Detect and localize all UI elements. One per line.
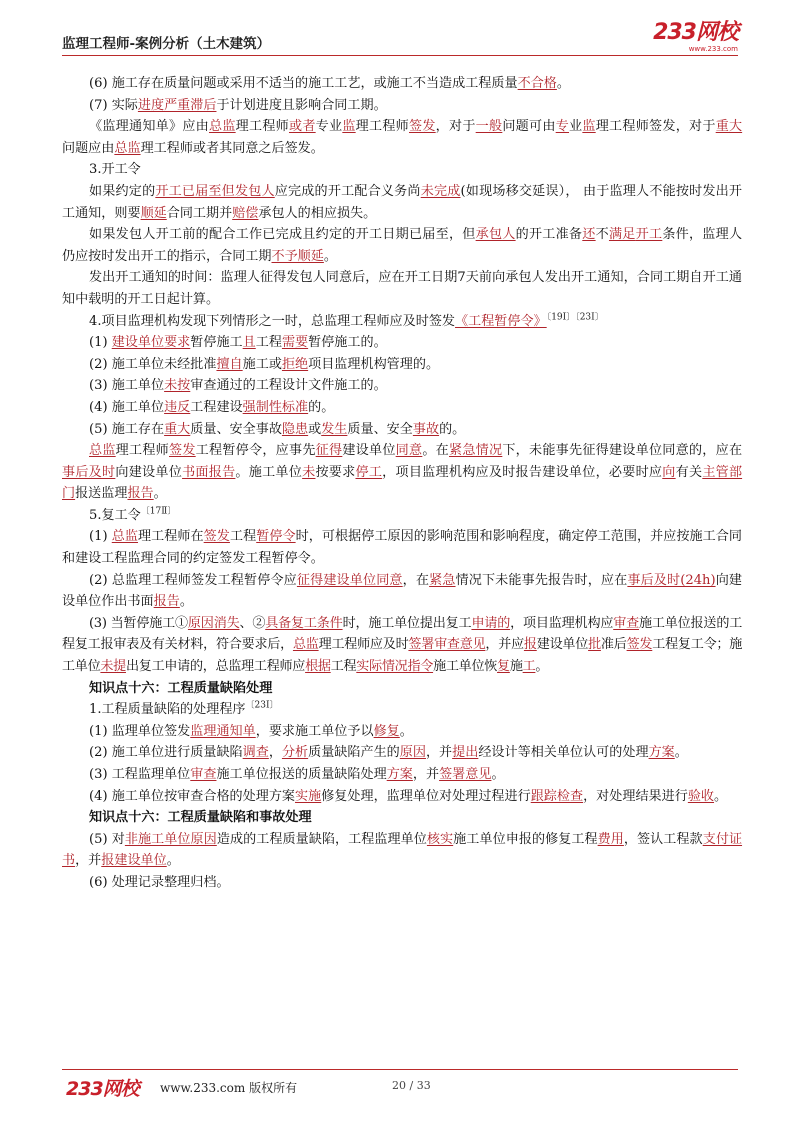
keyword-highlight: 事后及时(24h)	[627, 572, 716, 588]
text-segment: 时，可根据停工原因的影响范围和影响程度，确定停工范围，并应按施工合同和建设工程监理合同的约定签发工程暂停令。	[62, 529, 743, 567]
keyword-highlight: 或者	[288, 119, 316, 135]
text-segment: 工程暂停令，应事先	[195, 443, 316, 459]
keyword-highlight: 费用	[597, 831, 624, 847]
keyword-highlight: 需要	[281, 335, 309, 351]
list-item	[62, 526, 742, 569]
text-segment: 工程复工令；施工单位	[62, 637, 743, 675]
list-item	[62, 570, 742, 613]
text-segment: 如果约定的	[89, 183, 156, 199]
text-segment: 工程	[255, 335, 282, 351]
text-segment: 按要求	[315, 464, 356, 480]
text-segment: (6) 施工存在质量问题或采用不适当的施工工艺，或施工不当造成工程质量	[89, 76, 518, 91]
keyword-highlight: 专	[555, 119, 570, 135]
text-segment: 质量缺陷产生的	[308, 745, 400, 761]
header-title: 监理工程师-案例分析（土木建筑）	[62, 36, 271, 52]
text-segment: 理工程师或者其同意之后签发。	[140, 140, 324, 156]
keyword-highlight: 方案	[648, 745, 675, 761]
text-segment: 报送监理	[75, 486, 128, 502]
keyword-highlight: 原因消失	[187, 615, 240, 631]
keyword-highlight: 顺延	[140, 205, 167, 221]
page-header	[62, 22, 738, 52]
text-segment: ，项目监理机构应	[510, 615, 614, 631]
text-segment: ，	[268, 745, 282, 761]
keyword-highlight: 重大	[164, 421, 191, 437]
text-segment: 施工单位报送的工程复工报审表及有关材料，符合要求后，	[62, 615, 742, 653]
keyword-highlight: 同意	[395, 443, 423, 459]
text-segment: (5) 对	[89, 831, 125, 847]
text-segment: 条件，监理人仍应按时发出开工的指示，合同工期	[62, 227, 743, 264]
text-segment: 工程	[229, 529, 257, 545]
document-body	[62, 73, 742, 894]
keyword-highlight: 实施	[295, 788, 322, 804]
list-item	[62, 872, 742, 894]
text-segment: 专业	[315, 119, 343, 135]
keyword-highlight: 审查	[190, 767, 217, 782]
text-segment: 问题可由	[502, 119, 556, 135]
paragraph	[62, 181, 742, 224]
keyword-highlight: 总监	[208, 119, 236, 135]
keyword-highlight: 未按	[164, 378, 191, 394]
keyword-highlight: 复	[497, 659, 510, 675]
text-segment: 理工程师	[355, 119, 409, 135]
keyword-highlight: 总监	[114, 140, 141, 156]
keyword-highlight: 总监	[89, 443, 116, 459]
keyword-highlight: 工	[522, 659, 536, 675]
keyword-highlight: 暂停令	[256, 529, 296, 545]
keyword-highlight: 开工	[635, 227, 663, 243]
text-segment: 质量、安全事故	[190, 421, 282, 437]
keyword-highlight: 违反	[164, 399, 191, 415]
list-item	[62, 613, 742, 678]
text-segment: 。	[674, 745, 688, 761]
text-segment: 5.复工令	[89, 507, 141, 523]
text-segment: 。	[556, 76, 570, 91]
keyword-highlight: 报告	[153, 594, 180, 610]
text-segment: 。	[714, 788, 728, 804]
text-segment: (2) 施工单位进行质量缺陷	[89, 745, 243, 761]
logo-url: www.233.com	[688, 45, 738, 53]
text-segment: 合同工期并	[166, 205, 233, 221]
text-segment: ，并应	[485, 637, 524, 653]
page-number: 20 / 33	[392, 1079, 431, 1092]
keyword-highlight: 事后及时	[62, 464, 116, 480]
text-segment: ，要求施工单位予以	[255, 723, 374, 739]
keyword-highlight: 报建设单位	[101, 853, 167, 869]
text-segment: 有关	[675, 464, 703, 480]
keyword-highlight: 跟踪检查	[530, 788, 584, 804]
text-segment: 项目监理机构管理的。	[308, 356, 440, 372]
text-segment: 问题应由	[62, 140, 115, 156]
text-segment: 理工程师应及时	[318, 637, 409, 653]
keyword-highlight: 签发	[169, 443, 196, 459]
keyword-highlight: 报告	[127, 486, 154, 502]
keyword-highlight: 根据	[305, 659, 331, 675]
list-item	[62, 742, 742, 764]
text-segment: 情况下未能事先报告时，应在	[455, 572, 628, 588]
paragraph	[62, 440, 742, 505]
keyword-highlight: 还	[582, 227, 596, 243]
keyword-highlight: 擅自	[216, 356, 243, 372]
keyword-highlight: 征得	[315, 443, 343, 459]
text-segment: 理工程师在	[138, 529, 204, 545]
text-segment: 。	[153, 486, 167, 502]
text-segment: 的开工准备	[515, 227, 583, 243]
paragraph	[62, 224, 742, 267]
text-segment: 《监理通知单》应由	[89, 119, 209, 135]
exam-year-tag: 〔17Ⅱ〕	[140, 506, 177, 517]
keyword-highlight: 实际情况指令	[356, 659, 434, 675]
text-segment: 承包人的相应损失。	[258, 205, 377, 221]
text-segment: 工程	[330, 659, 357, 675]
text-segment: (如现场移交延误）， 由于监理人不能按时发出开工通知，则要	[62, 183, 743, 221]
keyword-highlight: 向	[662, 464, 676, 480]
text-segment: 理工程师	[115, 443, 169, 459]
keyword-highlight: 征得建设单位同意	[296, 572, 403, 588]
text-segment: 工程建设	[190, 399, 243, 415]
keyword-highlight: 开工已届至但发包人	[155, 183, 275, 199]
section-heading	[62, 311, 742, 333]
text-segment: 或	[308, 421, 322, 437]
keyword-highlight: 重大	[715, 119, 743, 135]
text-segment: 1.工程质量缺陷的处理程序	[89, 702, 246, 718]
text-segment: 修复处理，监理单位对处理过程进行	[321, 788, 531, 804]
text-segment: 审查通过的工程设计文件施工的。	[190, 378, 387, 394]
text-segment: 向建设单位作出书面	[62, 572, 742, 610]
text-segment: 。	[399, 723, 413, 739]
text-segment: 、②	[239, 615, 266, 631]
keyword-highlight: 建设单位要求	[111, 335, 191, 351]
keyword-highlight: 主管部门	[62, 464, 743, 502]
text-segment: ，项目监理机构应及时报告建设单位，必要时应	[382, 464, 663, 480]
text-segment: 暂停施工	[190, 335, 243, 351]
keyword-highlight: 监	[582, 119, 596, 135]
text-segment: 施工单位报送的质量缺陷处理	[216, 767, 387, 782]
text-segment: 时，施工单位提出复工	[342, 615, 472, 631]
list-item	[62, 764, 742, 786]
keyword-highlight: 监	[342, 119, 356, 135]
keyword-highlight: 紧急情况	[449, 443, 503, 459]
keyword-highlight: 支付证书	[62, 831, 743, 869]
paragraph	[62, 95, 742, 117]
keyword-highlight: 监理通知单	[190, 723, 256, 739]
text-segment: (7) 实际	[89, 97, 138, 113]
text-segment: 造成的工程质量缺陷，工程监理单位	[216, 831, 427, 847]
text-segment: ，签认工程款	[623, 831, 703, 847]
keyword-highlight: 强制性标准	[242, 399, 309, 415]
text-segment: 下，未能事先征得建设单位同意的，应在	[502, 443, 743, 459]
text-segment: 业	[569, 119, 583, 135]
keyword-highlight: 原因	[399, 745, 426, 761]
keyword-highlight: 修复	[373, 723, 400, 739]
keyword-highlight: 具备复工条件	[265, 615, 343, 631]
text-segment: 。	[535, 659, 549, 675]
text-segment: 出复工申请的，总监理工程师应	[125, 659, 306, 675]
logo-text: 233网校	[653, 20, 738, 45]
text-segment: (1)	[89, 529, 112, 545]
keyword-highlight: 验收	[687, 788, 715, 804]
text-segment: 理工程师签发，对于	[595, 119, 716, 135]
text-segment: ，在	[402, 572, 430, 588]
keyword-highlight: 总监	[292, 637, 319, 653]
text-segment: (1) 监理单位签发	[89, 723, 191, 739]
text-segment: 如果发包人开工前的配合工作已完成且约定的开工日期已届至，但	[89, 227, 476, 243]
paragraph	[62, 116, 742, 159]
text-segment: 4.项目监理机构发现下列情形之一时，总监理工程师应及时签发	[89, 313, 456, 329]
list-item	[62, 786, 742, 808]
keyword-highlight: 拒绝	[281, 356, 309, 372]
text-segment: 的。	[439, 421, 466, 437]
text-segment: (3) 工程监理单位	[89, 767, 191, 782]
exam-year-tag: 〔19Ⅰ〕〔23Ⅰ〕	[546, 312, 604, 323]
keyword-highlight: 未提	[100, 659, 126, 675]
keyword-highlight: 《工程暂停令》	[455, 313, 547, 329]
keyword-highlight: 提出	[452, 745, 479, 761]
text-segment: ，对处理结果进行	[583, 788, 688, 804]
exam-year-tag: 〔23Ⅰ〕	[245, 700, 279, 711]
text-segment: (2) 总监理工程师签发工程暂停令应	[89, 572, 297, 588]
text-segment: 的。	[308, 399, 335, 415]
knowledge-heading	[62, 807, 742, 829]
text-segment: 暂停施工的。	[308, 335, 387, 351]
text-segment: 施	[509, 659, 523, 675]
keyword-highlight: 承包人	[475, 227, 516, 243]
header-divider	[62, 55, 738, 56]
keyword-highlight: 调查	[242, 745, 269, 761]
footer-copyright: www.233.com 版权所有	[160, 1081, 298, 1095]
text-segment: 。	[491, 767, 505, 782]
text-segment: 发出开工通知的时间：监理人征得发包人同意后，应在开工日期7天前向承包人发出开工通知，合同工期自开工通知中载明的开工日起计算。	[62, 270, 742, 307]
text-segment: 。	[166, 853, 180, 869]
keyword-highlight: 停工	[355, 464, 383, 480]
footer-divider	[62, 1069, 738, 1070]
text-segment: 施工单位申报的修复工程	[453, 831, 598, 847]
text-segment: (3) 施工单位	[89, 378, 165, 394]
keyword-highlight: 未	[302, 464, 316, 480]
text-segment: 施工或	[242, 356, 282, 372]
keyword-highlight: 报	[523, 637, 537, 653]
text-segment: 理工程师	[235, 119, 289, 135]
footer-logo: 233网校	[66, 1078, 139, 1100]
keyword-highlight: 事故	[412, 421, 440, 437]
keyword-highlight: 紧急	[429, 572, 456, 588]
text-segment: (5) 施工存在	[89, 421, 165, 437]
keyword-highlight: 签发	[203, 529, 230, 545]
text-segment: 准后	[600, 637, 627, 653]
text-segment: 应完成的开工配合义务尚	[274, 183, 421, 199]
keyword-highlight: 签署审查意见	[408, 637, 486, 653]
keyword-highlight: 方案	[386, 767, 413, 782]
text-segment: 3.开工令	[89, 162, 141, 178]
text-segment: (3) 当暂停施工①	[89, 615, 188, 631]
paragraph	[62, 267, 742, 310]
text-segment: ，并	[425, 745, 453, 761]
text-segment: 质量、安全	[347, 421, 413, 437]
text-segment: ，并	[75, 853, 102, 869]
keyword-highlight: 核实	[426, 831, 454, 847]
text-segment: (2) 施工单位未经批准	[89, 356, 217, 372]
keyword-highlight: 签发	[626, 637, 653, 653]
text-segment: 不	[595, 227, 609, 243]
text-segment: 于计划进度且影响合同工期。	[216, 97, 387, 113]
keyword-highlight: 满足	[608, 227, 636, 243]
heading-text: 知识点十六：工程质量缺陷和事故处理	[89, 810, 312, 826]
keyword-highlight: 分析	[281, 745, 309, 761]
keyword-highlight: 总监	[111, 529, 139, 545]
text-segment: 经设计等相关单位认可的处理	[478, 745, 649, 761]
paragraph	[62, 73, 742, 95]
keyword-highlight: 申请的	[471, 615, 511, 631]
keyword-highlight: 非施工单位原因	[124, 831, 217, 847]
keyword-highlight: 且	[242, 335, 256, 351]
list-item	[62, 721, 742, 743]
keyword-highlight: 批	[588, 637, 601, 653]
text-segment: (4) 施工单位按审查合格的处理方案	[89, 788, 296, 804]
text-segment: 建设单位	[342, 443, 396, 459]
keyword-highlight: 未完成	[420, 183, 461, 199]
keyword-highlight: 发生	[321, 421, 348, 437]
text-segment: 建设单位	[536, 637, 589, 653]
list-item	[62, 419, 742, 441]
list-item	[62, 375, 742, 397]
keyword-highlight: 不予顺延	[271, 248, 324, 264]
keyword-highlight: 进度严重滞后	[137, 97, 217, 113]
text-segment: 施工单位恢	[433, 659, 498, 675]
knowledge-heading	[62, 678, 742, 700]
text-segment: (1)	[89, 335, 112, 351]
keyword-highlight: 书面报告	[182, 464, 236, 480]
list-item	[62, 354, 742, 376]
keyword-highlight: 一般	[475, 119, 503, 135]
header-logo	[653, 22, 738, 53]
text-segment: ，并	[412, 767, 440, 782]
text-segment: 。施工单位	[235, 464, 303, 480]
text-segment: 向建设单位	[115, 464, 183, 480]
section-heading	[62, 505, 742, 527]
list-item	[62, 332, 742, 354]
section-heading	[62, 159, 742, 181]
keyword-highlight: 不合格	[517, 76, 557, 91]
keyword-highlight: 签发	[409, 119, 436, 135]
text-segment: (4) 施工单位	[89, 399, 165, 415]
keyword-highlight: 签署意见	[439, 767, 492, 782]
keyword-highlight: 隐患	[281, 421, 309, 437]
section-heading	[62, 699, 742, 721]
text-segment: 。	[179, 594, 193, 610]
text-segment: (6) 处理记录整理归档。	[89, 874, 230, 890]
keyword-highlight: 赔偿	[232, 205, 259, 221]
list-item	[62, 829, 742, 872]
text-segment: 。在	[422, 443, 449, 459]
heading-text: 知识点十六：工程质量缺陷处理	[89, 680, 273, 696]
keyword-highlight: 审查	[613, 615, 639, 631]
text-segment: ，对于	[435, 119, 476, 135]
text-segment: 。	[323, 248, 337, 264]
list-item	[62, 397, 742, 419]
